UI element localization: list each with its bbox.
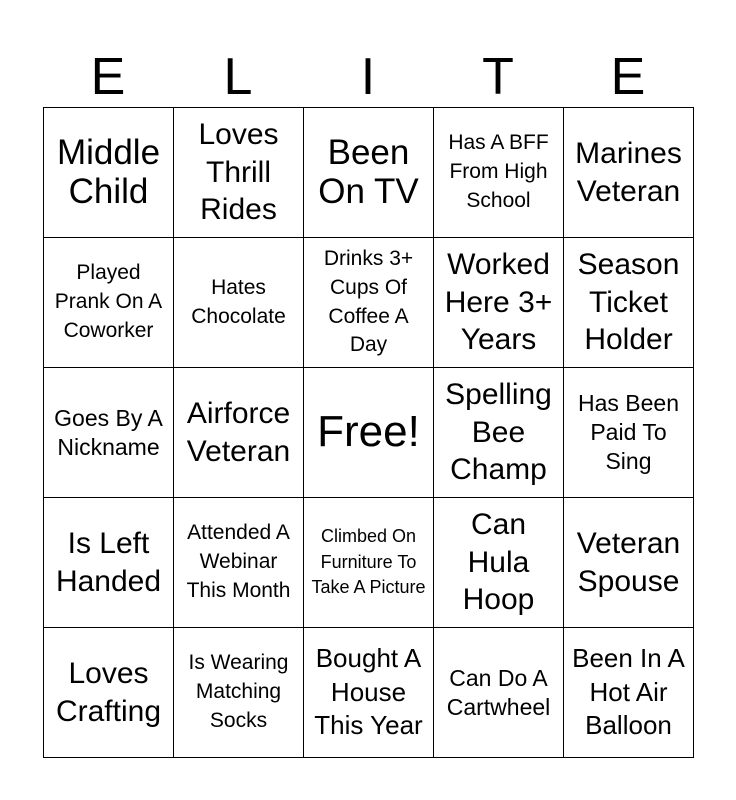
header-letter-e1: E xyxy=(90,48,126,106)
bingo-cell-r5c5[interactable]: Been In A Hot Air Balloon xyxy=(564,628,694,758)
header-letter-e2: E xyxy=(610,48,646,106)
bingo-cell-r5c1[interactable]: Loves Crafting xyxy=(44,628,174,758)
bingo-cell-r2c3[interactable]: Drinks 3+ Cups Of Coffee A Day xyxy=(304,238,434,368)
bingo-cell-free[interactable]: Free! xyxy=(304,368,434,498)
bingo-cell-r2c4[interactable]: Worked Here 3+ Years xyxy=(434,238,564,368)
bingo-grid xyxy=(43,107,694,758)
bingo-cell-r3c5[interactable]: Has Been Paid To Sing xyxy=(564,368,694,498)
bingo-cell-r4c4[interactable]: Can Hula Hoop xyxy=(434,498,564,628)
bingo-cell-r2c1[interactable]: Played Prank On A Coworker xyxy=(44,238,174,368)
header-letter-i: I xyxy=(360,48,376,106)
bingo-cell-r5c4[interactable]: Can Do A Cartwheel xyxy=(434,628,564,758)
bingo-cell-r3c4[interactable]: Spelling Bee Champ xyxy=(434,368,564,498)
bingo-cell-r4c3[interactable]: Climbed On Furniture To Take A Picture xyxy=(304,498,434,628)
bingo-cell-r4c2[interactable]: Attended A Webinar This Month xyxy=(174,498,304,628)
bingo-header xyxy=(43,46,693,108)
bingo-cell-r1c4[interactable]: Has A BFF From High School xyxy=(434,108,564,238)
bingo-cell-r3c2[interactable]: Airforce Veteran xyxy=(174,368,304,498)
bingo-cell-r3c1[interactable]: Goes By A Nickname xyxy=(44,368,174,498)
bingo-cell-r1c5[interactable]: Marines Veteran xyxy=(564,108,694,238)
header-letter-t: T xyxy=(482,48,514,106)
bingo-cell-r5c3[interactable]: Bought A House This Year xyxy=(304,628,434,758)
header-letter-l: L xyxy=(223,48,253,106)
bingo-cell-r2c5[interactable]: Season Ticket Holder xyxy=(564,238,694,368)
bingo-cell-r1c2[interactable]: Loves Thrill Rides xyxy=(174,108,304,238)
bingo-cell-r1c3[interactable]: Been On TV xyxy=(304,108,434,238)
bingo-cell-r1c1[interactable]: Middle Child xyxy=(44,108,174,238)
bingo-cell-r5c2[interactable]: Is Wearing Matching Socks xyxy=(174,628,304,758)
bingo-cell-r4c5[interactable]: Veteran Spouse xyxy=(564,498,694,628)
bingo-cell-r2c2[interactable]: Hates Chocolate xyxy=(174,238,304,368)
bingo-cell-r4c1[interactable]: Is Left Handed xyxy=(44,498,174,628)
